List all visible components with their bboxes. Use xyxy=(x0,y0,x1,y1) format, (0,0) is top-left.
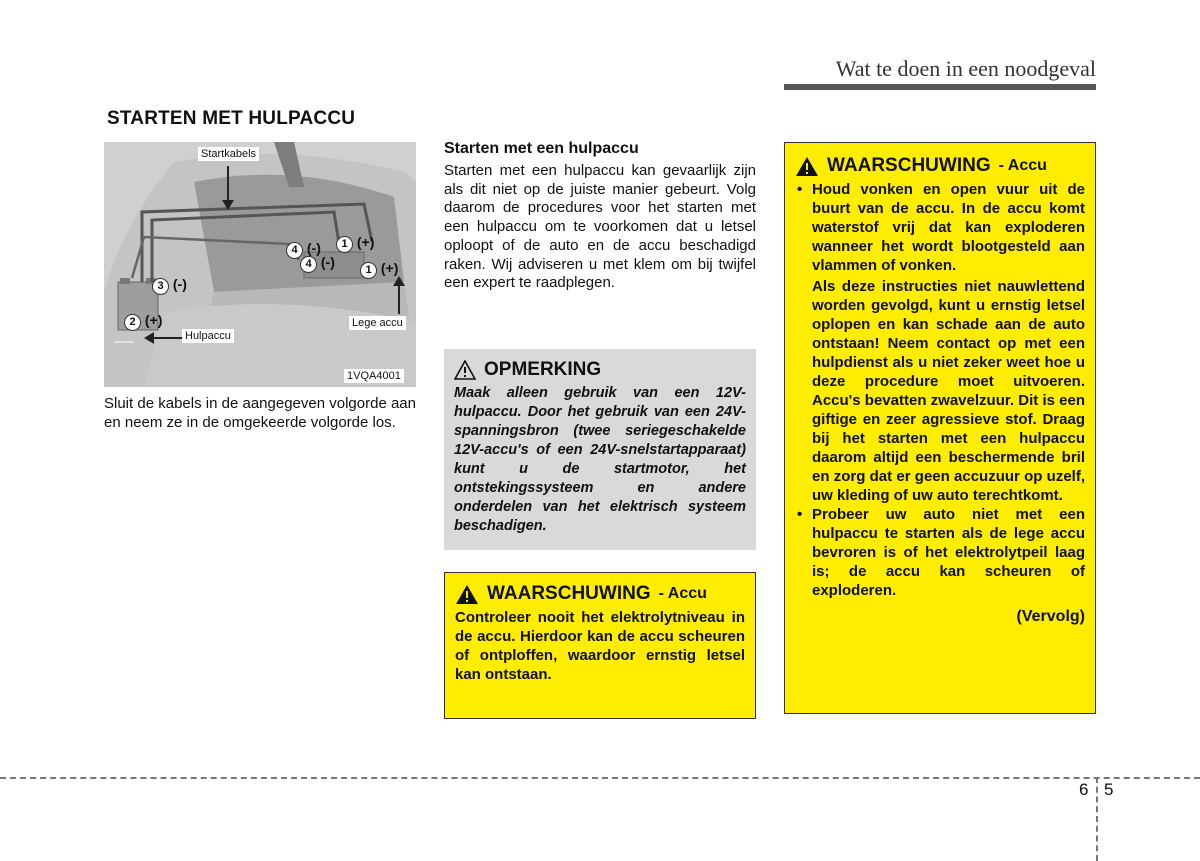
chapter-number: 6 xyxy=(1079,780,1089,799)
subheading: Starten met een hulpaccu xyxy=(444,140,639,157)
step-marker: 1 (+) xyxy=(360,260,398,279)
step-marker: 4 (-) xyxy=(286,240,321,259)
warning-list xyxy=(795,180,1085,600)
note-title xyxy=(454,359,746,381)
section-title: STARTEN MET HULPACCU xyxy=(107,108,356,129)
footer-divider xyxy=(1096,777,1098,861)
warning-triangle-icon xyxy=(795,156,819,177)
warning-text: Controleer nooit het elektrolytniveau in de accu. Hierdoor kan de accu scheuren of ontploffen, waardoor ernstig letsel kan ontstaan. xyxy=(455,609,745,683)
note-text: Maak alleen gebruik van een 12V-hulpaccu. Door het gebruik van een 24V-spanningsbron (twee seriegeschakelde 12V-accu's of een 24V-snelstartapparaat) kunt u de startmotor, het ontstekingssysteem en andere onderdelen van het elektrisch systeem beschadigen. xyxy=(454,385,746,534)
header-rule xyxy=(784,84,1096,90)
caution-triangle-icon xyxy=(454,360,476,380)
jump-start-illustration xyxy=(104,142,416,387)
warning-box-electrolyte xyxy=(444,572,756,719)
warning-paragraph: Als deze instructies niet nauwlettend worden gevolgd, kunt u ernstig letsel oplopen en kan schade aan de auto ontstaan! Neem contact op met een hulpdienst als u niet zeker weet hoe u deze procedure moet uitvoeren. Accu's bevatten zwavelzuur. Dit is een giftige en zeer agressieve stof. Draag bij het starten met een hulpaccu daarom altijd een beschermende bril en zorg dat er geen accuzuur op uzelf, uw kleding of uw auto terechtkomt. xyxy=(812,278,1085,504)
warning-subtitle: - Accu xyxy=(998,157,1047,174)
label-booster-battery: Hulpaccu xyxy=(182,329,234,343)
warning-item xyxy=(795,180,1085,505)
middle-column xyxy=(444,140,756,293)
warning-subtitle: - Accu xyxy=(658,585,707,602)
step-marker: 2 (+) xyxy=(124,312,162,331)
warning-title xyxy=(795,155,1085,177)
warning-box-sparks xyxy=(784,142,1096,714)
footer-rule xyxy=(0,777,1200,779)
continued-label: (Vervolg) xyxy=(1016,608,1085,625)
warning-title xyxy=(455,583,745,605)
warning-title-text: WAARSCHUWING xyxy=(487,583,651,604)
body-paragraph: Starten met een hulpaccu kan gevaarlijk zijn als dit niet op de juiste manier gebeurt. Volg daarom de procedures voor het starten met een hulpaccu om te voorkomen dat u letsel oploopt of de auto en de accu beschadigd raken. Wij adviseren u met klem om bij twijfel een expert te raadplegen. xyxy=(444,162,756,292)
warning-paragraph: • Houd vonken en open vuur uit de buurt van de accu. In de accu komt waterstof vrij dat kan exploderen wanneer het wordt blootgesteld aan vlammen of vonken. xyxy=(812,181,1085,274)
label-dead-battery: Lege accu xyxy=(349,316,406,330)
figure-caption: Sluit de kabels in de aangegeven volgorde aan en neem ze in de omgekeerde volgorde los. xyxy=(104,395,416,431)
page-number: 5 xyxy=(1104,780,1114,799)
warning-title-text: WAARSCHUWING xyxy=(827,155,991,176)
note-box xyxy=(444,349,756,550)
warning-triangle-icon xyxy=(455,584,479,605)
note-title-text: OPMERKING xyxy=(484,359,602,380)
warning-item: • Probeer uw auto niet met een hulpaccu te starten als de lege accu bevroren is of het elektrolytpeil laag is; de accu kan scheuren of exploderen. xyxy=(795,505,1085,600)
running-header: Wat te doen in een noodgeval xyxy=(835,56,1096,81)
step-marker: 1 (+) xyxy=(336,234,374,253)
step-marker: 4 (-) xyxy=(300,254,335,273)
step-marker: 3 (-) xyxy=(152,276,187,295)
figure-code: 1VQA4001 xyxy=(344,369,404,383)
label-starter-cables: Startkabels xyxy=(198,147,259,161)
